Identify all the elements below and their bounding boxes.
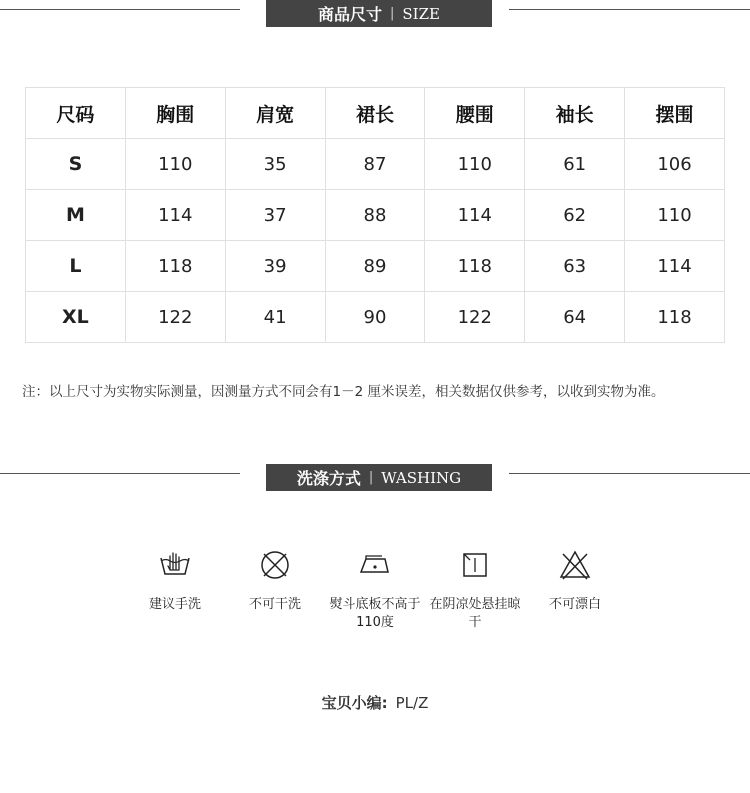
size-section-header (0, 0, 750, 28)
table-row (26, 241, 725, 292)
table-row (26, 292, 725, 343)
table-cell: 89 (325, 241, 425, 292)
table-cell: 110 (425, 139, 525, 190)
care-item-iron (325, 548, 425, 632)
care-instructions (125, 548, 625, 638)
hand-wash-icon (158, 548, 192, 582)
size-banner (266, 0, 492, 27)
table-cell: 35 (225, 139, 325, 190)
care-item-no-bleach (525, 548, 625, 614)
care-item-no-dry-clean (225, 548, 325, 614)
column-header: 胸围 (125, 88, 225, 139)
care-label: 在阴凉处悬挂晾干 (429, 597, 521, 630)
table-cell: 122 (125, 292, 225, 343)
table-cell: 39 (225, 241, 325, 292)
table-cell: 114 (425, 190, 525, 241)
table-cell: 118 (125, 241, 225, 292)
divider-left (0, 9, 240, 10)
divider-right (509, 9, 750, 10)
size-title-cn: 商品尺寸 (318, 5, 383, 24)
table-cell: 118 (425, 241, 525, 292)
table-cell: 114 (125, 190, 225, 241)
table-cell: 110 (125, 139, 225, 190)
wash-section-header (0, 464, 750, 492)
care-item-shade-dry (425, 548, 525, 632)
title-separator: | (390, 6, 395, 21)
column-header: 袖长 (525, 88, 625, 139)
table-cell: 87 (325, 139, 425, 190)
no-bleach-icon (558, 548, 592, 582)
title-separator: | (368, 470, 374, 485)
table-cell: 88 (325, 190, 425, 241)
column-header: 尺码 (26, 88, 126, 139)
care-label: 建议手洗 (148, 597, 201, 612)
column-header: 摆围 (625, 88, 725, 139)
size-cell: L (26, 241, 126, 292)
care-label: 熨斗底板不高于110度 (329, 597, 421, 630)
table-cell: 61 (525, 139, 625, 190)
table-cell: 41 (225, 292, 325, 343)
table-cell: 90 (325, 292, 425, 343)
table-cell: 37 (225, 190, 325, 241)
table-cell: 64 (525, 292, 625, 343)
care-label: 不可干洗 (248, 597, 301, 612)
table-row (26, 139, 725, 190)
editor-value: PL/Z (395, 694, 429, 712)
table-cell: 63 (525, 241, 625, 292)
column-header: 腰围 (425, 88, 525, 139)
measurement-note: 注：以上尺寸为实物实际测量，因测量方式不同会有1－2 厘米误差，相关数据仅供参考，以收到实物为准。 (22, 384, 665, 400)
shade-dry-icon (458, 548, 492, 582)
table-cell: 62 (525, 190, 625, 241)
care-label: 不可漂白 (548, 597, 601, 612)
table-cell: 118 (625, 292, 725, 343)
table-row (26, 190, 725, 241)
column-header: 肩宽 (225, 88, 325, 139)
editor-label: 宝贝小编: (321, 694, 388, 712)
wash-title-cn: 洗涤方式 (296, 469, 361, 488)
size-cell: M (26, 190, 126, 241)
wash-title-en: WASHING (381, 468, 462, 487)
divider-right (509, 473, 750, 474)
wash-banner (266, 464, 492, 491)
table-cell: 122 (425, 292, 525, 343)
no-dry-clean-icon (258, 548, 292, 582)
size-cell: S (26, 139, 126, 190)
iron-icon (358, 548, 392, 582)
table-cell: 110 (625, 190, 725, 241)
size-table-header-row (26, 88, 725, 139)
divider-left (0, 473, 240, 474)
size-table (25, 87, 725, 343)
care-item-hand-wash (125, 548, 225, 614)
size-title-en: SIZE (402, 4, 440, 23)
editor-credit (0, 692, 750, 713)
table-cell: 106 (625, 139, 725, 190)
column-header: 裙长 (325, 88, 425, 139)
size-cell: XL (26, 292, 126, 343)
table-cell: 114 (625, 241, 725, 292)
